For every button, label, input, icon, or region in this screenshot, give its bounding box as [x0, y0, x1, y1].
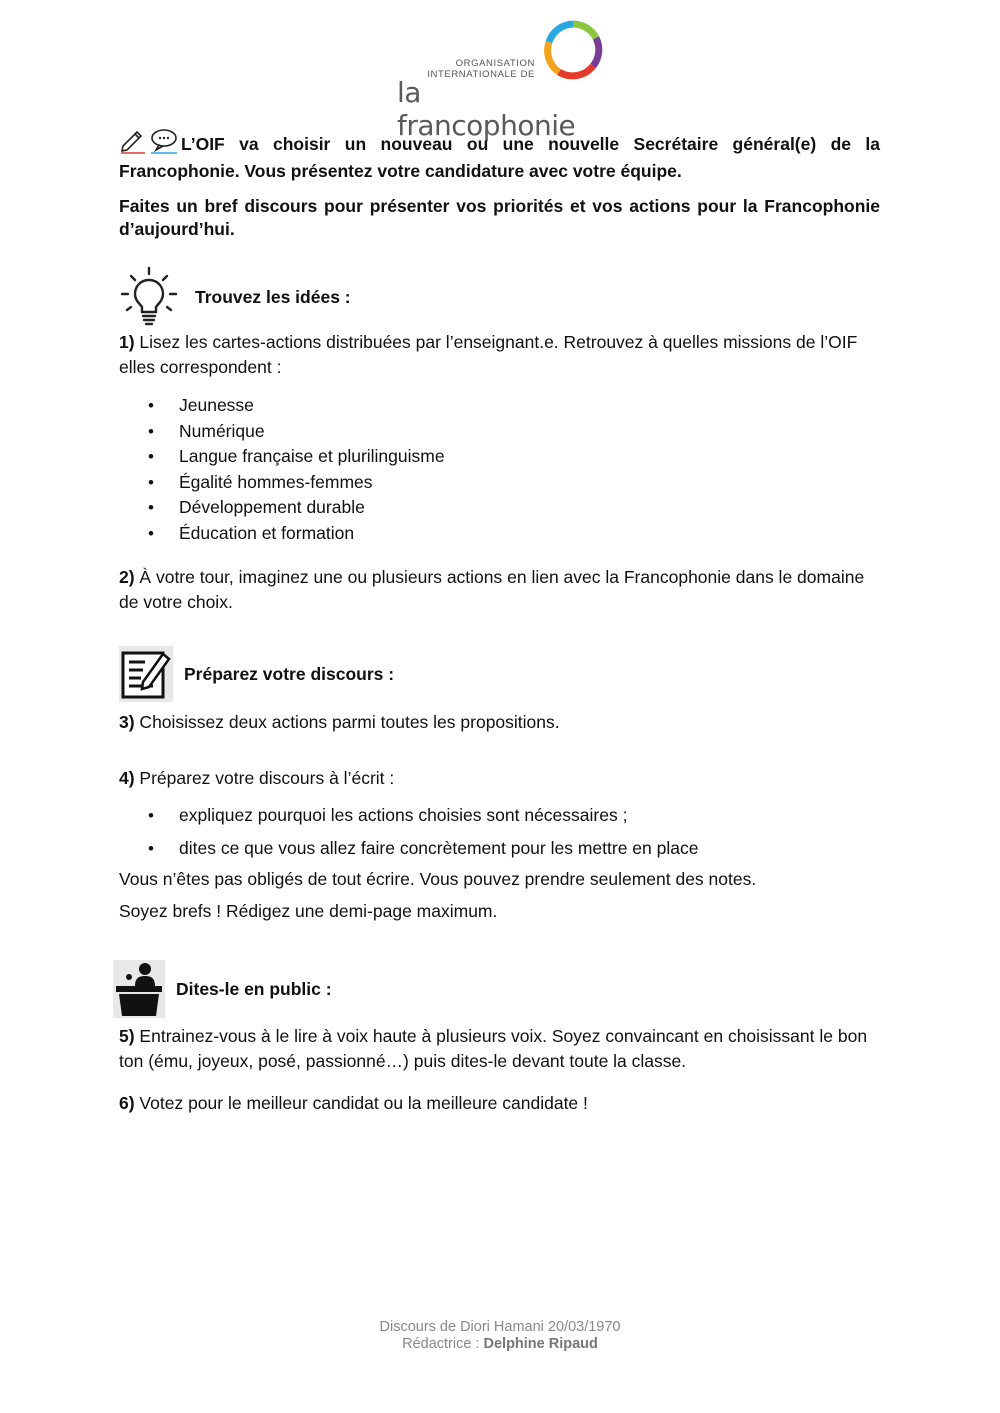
mission-item: • Égalité hommes-femmes	[119, 470, 880, 496]
note-1: Vous n’êtes pas obligés de tout écrire. Vous pouvez prendre seulement des notes.	[119, 869, 757, 889]
question-3	[119, 710, 880, 735]
section-speech-title: Préparez votre discours :	[184, 663, 395, 684]
notes-block	[119, 863, 880, 927]
q5-number: 5)	[119, 1026, 135, 1046]
footer-author-prefix: Rédactrice :	[402, 1336, 484, 1352]
section-public-heading	[113, 960, 332, 1018]
intro-block	[119, 128, 880, 241]
q2-text: À votre tour, imaginez une ou plusieurs actions en lien avec la Francophonie dans le domaine de votre choix.	[119, 567, 865, 612]
section-ideas-title: Trouvez les idées :	[195, 286, 351, 307]
q6-number: 6)	[119, 1093, 135, 1113]
logo-line-1: ORGANISATION	[455, 58, 535, 69]
section-public-title: Dites-le en public :	[176, 978, 332, 999]
question-6	[119, 1091, 880, 1116]
intro-paragraph-2: Faites un bref discours pour présenter vos priorités et vos actions pour la Francophonie d’aujourd’hui.	[119, 196, 880, 239]
mission-item: • Éducation et formation	[119, 521, 880, 547]
logo-line-2: INTERNATIONALE DE	[427, 69, 535, 80]
mission-item: • Jeunesse	[119, 393, 880, 419]
question-1	[119, 330, 880, 380]
notepad-pencil-icon	[119, 646, 173, 702]
section-speech-heading	[119, 646, 394, 702]
q6-text: Votez pour le meilleur candidat ou la meilleure candidate !	[134, 1093, 588, 1113]
page-footer	[0, 1319, 1000, 1353]
question-5	[119, 1024, 880, 1074]
note-2: Soyez brefs ! Rédigez une demi-page maximum.	[119, 901, 498, 921]
q5-text: Entrainez-vous à le lire à voix haute à plusieurs voix. Soyez convaincant en choisissant le bon ton (ému, joyeux, posé, passionné…) puis dites-le devant toute la classe.	[119, 1026, 868, 1071]
q3-number: 3)	[119, 712, 135, 732]
intro-paragraph-1: L’OIF va choisir un nouveau ou une nouvelle Secrétaire général(e) de la Francophonie. Vous présentez votre candidature avec votre équipe.	[119, 134, 880, 181]
footer-author-line	[0, 1336, 1000, 1353]
francophonie-logo	[395, 20, 605, 142]
q3-text: Choisissez deux actions parmi toutes les propositions.	[134, 712, 560, 732]
q1-text: Lisez les cartes-actions distribuées par l’enseignant.e. Retrouvez à quelles missions de l’OIF elles correspondent :	[119, 332, 858, 377]
footer-source: Discours de Diori Hamani 20/03/1970	[379, 1319, 621, 1335]
tip-item: • dites ce que vous allez faire concrètement pour les mettre en place	[119, 832, 880, 865]
missions-list	[119, 393, 880, 547]
lightbulb-icon	[119, 266, 179, 328]
q4-number: 4)	[119, 768, 135, 788]
question-4	[119, 766, 880, 791]
mission-item: • Langue française et plurilinguisme	[119, 444, 880, 470]
logo-ring-icon	[543, 20, 603, 82]
q4-text: Préparez votre discours à l’écrit :	[134, 768, 395, 788]
pencil-speech-icon	[119, 128, 179, 160]
question-2	[119, 565, 880, 615]
q1-number: 1)	[119, 332, 135, 352]
logo-brand: la francophonie	[397, 76, 576, 142]
section-ideas-heading	[119, 266, 351, 328]
speaker-podium-icon	[113, 960, 165, 1018]
q2-number: 2)	[119, 567, 135, 587]
footer-author-name: Delphine Ripaud	[483, 1336, 598, 1352]
mission-item: • Numérique	[119, 419, 880, 445]
tip-item: • expliquez pourquoi les actions choisies sont nécessaires ;	[119, 799, 880, 832]
mission-item: • Développement durable	[119, 495, 880, 521]
tips-list	[119, 799, 880, 865]
